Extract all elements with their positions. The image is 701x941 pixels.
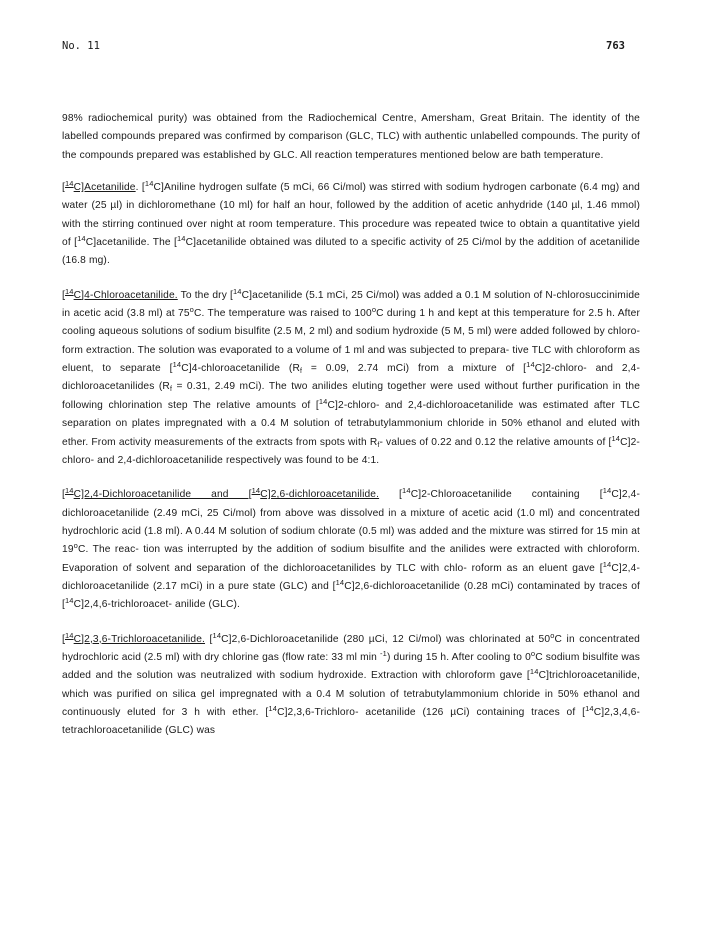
text-run: C]2,3,4,6-tetrachloroacetanilide (GLC) was	[62, 706, 640, 737]
script-text: 14	[585, 703, 594, 713]
text-run: . [	[135, 182, 145, 194]
script-text: f	[169, 386, 173, 394]
text-run: C in concentrated hydrochloric acid (2.5 ml) with dry chlorine gas (flow rate: 33 ml min	[62, 633, 640, 663]
text-run: [	[379, 489, 403, 501]
dichloroacetanilide-paragraph	[62, 486, 640, 614]
issue-number: No. 11	[62, 40, 100, 52]
page-number: 763	[606, 40, 625, 52]
script-text: 14	[232, 286, 242, 296]
trichloroacetanilide-paragraph	[62, 631, 640, 741]
script-text: f	[299, 368, 303, 376]
section-heading-text: [	[62, 182, 65, 194]
script-text: 14	[77, 234, 86, 244]
text-run: C]2,4-dichloroacetanilide (2.49 mCi, 25 Ci/mol) from above was dissolved in a mixture of acetic acid (1.0 ml) and concentrated hydrochloric acid (1.8 ml). A 0.44 M solution of sodium chlorate (0.5 ml) was added and the mixture was stirred for 15 min at 19	[62, 489, 640, 556]
script-text: 14	[318, 396, 328, 406]
section-heading-text: C]Acetanilide	[73, 182, 136, 194]
text-run: C]acetanilide (5.1 mCi, 25 Ci/mol) was added a 0.1 M solution of N-chlorosuccinimide in acetic acid (3.8 ml) at 75	[62, 289, 640, 320]
script-text: 14	[602, 559, 612, 569]
text-run: C during 1 h and kept at this temperature for 2.5 h. After cooling aqueous solutions of sodium bisulfite (2.5 M, 2 ml) and sodium hydroxide (5 M, 5 ml) were added followed by chloro- form extraction. The solution was evaporated to a volume of 1 ml and was subjected to prepara- tive TLC with chloroform as eluent, to separate [	[62, 308, 640, 375]
text-run: C]2-chloro- and 2,4-dichloroacetanilide respectively was found to be 4:1.	[62, 436, 640, 466]
acetanilide-paragraph	[62, 179, 640, 271]
section-heading-text: 14	[64, 286, 74, 296]
text-run: [	[205, 633, 213, 645]
text-run: C]2,4-dichloroacetanilide (2.17 mCi) in a pure state (GLC) and [	[62, 562, 640, 592]
script-text: 14	[176, 234, 186, 244]
section-heading-text: [	[62, 633, 65, 645]
script-text: 14	[172, 360, 182, 370]
script-text: o	[550, 630, 555, 640]
text-run: C]2,4,6-trichloroacet- anilide (GLC).	[73, 599, 240, 611]
text-run: To the dry [	[177, 289, 233, 301]
script-text: f	[377, 441, 380, 449]
script-text: o	[189, 305, 194, 315]
text-run: C]acetanilide. The [	[85, 237, 177, 249]
script-text: o	[371, 305, 377, 315]
script-text: 14	[602, 486, 612, 496]
script-text: 14	[526, 360, 535, 370]
section-heading-text: 14	[64, 179, 74, 189]
script-text: 14	[212, 630, 222, 640]
text-run: C]Aniline hydrogen sulfate (5 mCi, 66 Ci/mol) was stirred with sodium hydrogen carbonate (6.4 mg) and water (25 µl) in dichloromethane (10 ml) for half an hour, followed by the addition of acetic anhydride (140 µl, 1.46 mmol) with the stirring continued over night at room temperature. This procedure was repeated twice to obtain a quantitative yield of [	[62, 182, 640, 249]
text-run: C. The temperature was raised to 100	[194, 308, 372, 320]
text-run: - values of 0.22 and 0.12 the relative amounts of [	[379, 436, 612, 448]
text-run: C]4-chloroacetanilide (R	[181, 363, 300, 375]
script-text: 14	[335, 577, 345, 587]
body-text	[62, 110, 640, 757]
script-text: o	[530, 648, 536, 658]
section-heading-text: C]4-Chloroacetanilide.	[73, 289, 178, 301]
script-text: 14	[64, 596, 74, 606]
section-heading-text: C]2,4-Dichloroacetanilide and [	[73, 489, 252, 501]
script-text: 14	[268, 703, 278, 713]
script-text: o	[73, 541, 78, 551]
text-run: C]2,6-dichloroacetanilide (0.28 mCi) contaminated by traces of [	[62, 580, 640, 611]
script-text: 14	[402, 486, 411, 496]
script-text: 14	[611, 433, 621, 443]
text-run: = 0.31, 2.49 mCi). The two anilides eluting together were used without further purification in the following chlorination step The relative amounts of [	[62, 381, 641, 411]
section-heading-text: 14	[64, 630, 74, 640]
text-run: C]2-chloro- and 2,4-dichloroacetanilide was estimated after TLC separation on plates impregnated with a 0.4 M solution of tetrabutylammonium chloride in 50% ethanol and eluted with ether. From activity measurements of the extracts from spots with R	[62, 399, 640, 448]
text-run: C]2-chloro- and 2,4-dichloroacetanilides (R	[62, 363, 640, 393]
section-heading-text: C]2,3,6-Trichloroacetanilide.	[73, 633, 206, 645]
script-text: -1	[379, 648, 387, 658]
script-text: 14	[529, 667, 539, 677]
text-run: C. The reac- tion was interrupted by the addition of sodium bisulfite and the anilides were extracted with chloroform. Evaporation of solvent and separation of the dichloroacetanilides by TLC with chlo- roform as an eluent gave [	[62, 544, 640, 574]
section-heading-text: [	[62, 489, 65, 501]
page-header	[62, 40, 625, 56]
chloroacetanilide-paragraph	[62, 287, 640, 470]
text-run: = 0.09, 2.74 mCi) from a mixture of [	[302, 363, 527, 375]
section-heading-text: C]2,6-dichloroacetanilide.	[260, 489, 380, 501]
text-run: C sodium bisulfite was added and the solution was neutralized with sodium hydroxide. Extraction with chloroform gave [	[62, 651, 640, 682]
text-run: C]2,3,6-Trichloro- acetanilide (126 µCi) containing traces of [	[277, 706, 586, 718]
section-heading-text: [	[62, 289, 65, 301]
section-heading-text: 14	[64, 486, 74, 496]
text-run: ) during 15 h. After cooling to 0	[386, 651, 531, 663]
intro-paragraph	[62, 110, 640, 165]
text-run: C]trichloroacetanilide, which was purified on silica gel impregnated with a 0.4 M solution of tetrabutylammonium chloride in 50% ethanol and continuously eluted for 3 h with ether. [	[62, 670, 640, 718]
text-run: C]2-Chloroacetanilide containing [	[410, 489, 603, 501]
text-run: C]acetanilide obtained was diluted to a specific activity of 25 Ci/mol by the addition of acetanilide (16.8 mg).	[62, 237, 640, 267]
text-run: 98% radiochemical purity) was obtained from the Radiochemical Centre, Amersham, Great Britain. The identity of the labelled compounds prepared was confirmed by comparison (GLC, TLC) with authentic unlabelled compounds. The purity of the compounds prepared was established by GLC. All reaction temperatures mentioned below are bath temperature.	[62, 113, 640, 161]
text-run: C]2,6-Dichloroacetanilide (280 µCi, 12 Ci/mol) was chlorinated at 50	[221, 633, 551, 645]
script-text: 14	[144, 179, 154, 189]
section-heading-text: 14	[251, 486, 261, 496]
